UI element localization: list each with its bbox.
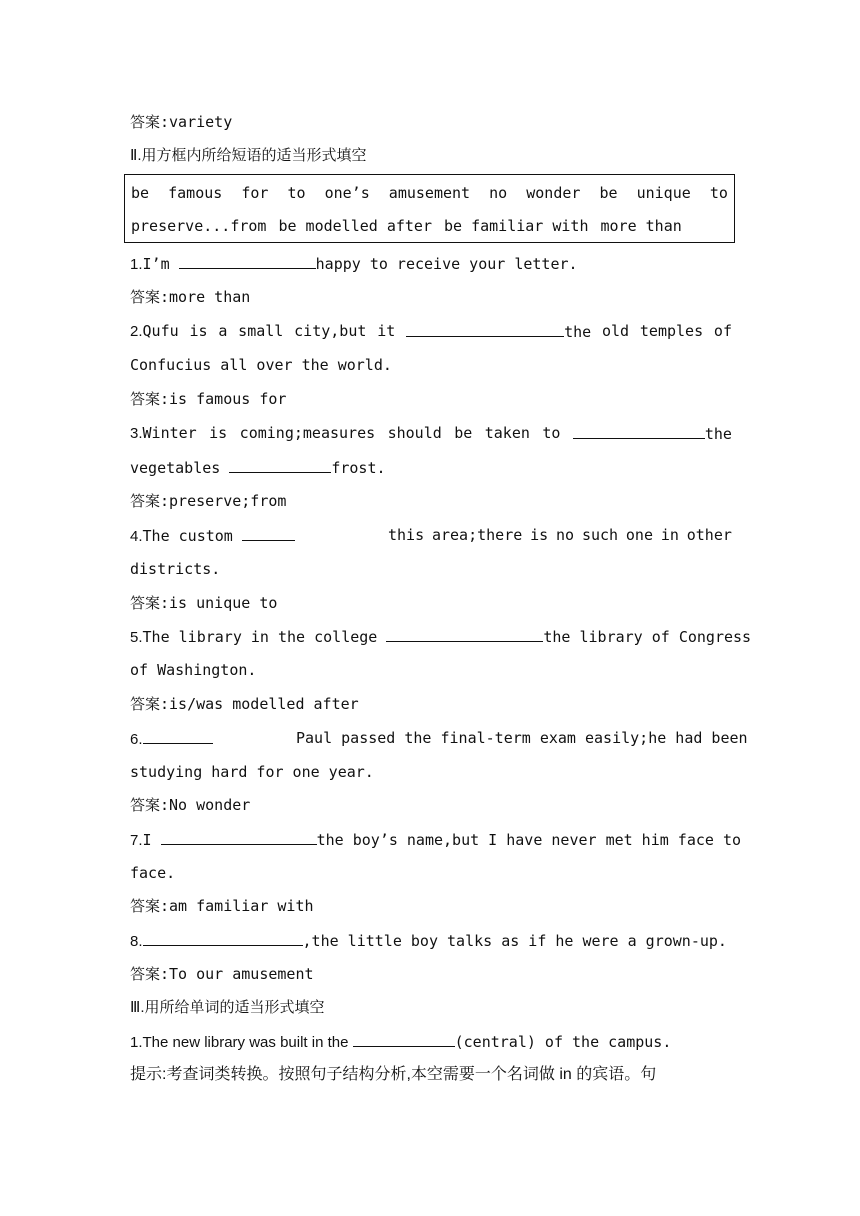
answer-blank[interactable]	[229, 457, 331, 473]
question-number: 8.	[130, 933, 143, 950]
section-2-title: Ⅱ.用方框内所给短语的适当形式填空	[130, 147, 367, 164]
answer-blank[interactable]	[242, 525, 295, 541]
hint-text: 提示:考查词类转换。按照句子结构分析,本空需要一个名词做 in 的宾语。句	[130, 1066, 657, 1083]
question-text: is	[530, 526, 549, 544]
question-1	[130, 253, 732, 275]
box-word: to	[287, 184, 306, 202]
question-text: I’m	[142, 255, 179, 273]
answer-6: 答案:No wonder	[130, 796, 251, 814]
question-text: no	[556, 526, 575, 544]
question-text: old	[601, 322, 630, 340]
question-text: of	[713, 322, 732, 340]
box-phrase: be familiar with	[444, 217, 589, 235]
question-text: coming;measures	[239, 424, 376, 442]
answer-blank[interactable]	[573, 423, 705, 439]
box-word: amusement	[388, 184, 471, 202]
box-word: be	[131, 184, 150, 202]
section-3-question-1	[130, 1031, 732, 1053]
box-phrase: more than	[600, 217, 682, 235]
question-6-line-2: studying hard for one year.	[130, 763, 374, 781]
question-text: to	[542, 424, 561, 442]
question-8	[130, 930, 732, 952]
answer-7: 答案:am familiar with	[130, 897, 314, 915]
question-text: temples	[639, 322, 704, 340]
answer-blank[interactable]	[143, 930, 303, 946]
question-text: vegetables	[130, 459, 230, 477]
question-3	[130, 423, 732, 444]
question-text: in	[660, 526, 679, 544]
box-word: famous	[168, 184, 223, 202]
question-text: other	[686, 526, 732, 544]
question-text: the	[704, 425, 732, 443]
question-text: Qufu	[142, 322, 179, 340]
question-text: such	[581, 526, 619, 544]
question-text: The new library was built in the	[142, 1034, 353, 1051]
question-text: is	[209, 424, 228, 442]
question-text: frost.	[331, 459, 386, 477]
question-text: the	[564, 323, 592, 341]
answer-blank[interactable]	[406, 321, 564, 337]
answer-blank[interactable]	[353, 1031, 455, 1047]
question-text: one	[625, 526, 653, 544]
phrase-box-row-1	[131, 183, 728, 203]
question-text: I	[142, 831, 161, 849]
question-text: the boy’s name,but I have never met him face to	[316, 831, 742, 849]
question-text: be	[454, 424, 473, 442]
answer-blank[interactable]	[179, 253, 316, 269]
question-text: happy to receive your letter.	[315, 255, 578, 273]
box-word: unique	[636, 184, 691, 202]
question-text: this	[388, 526, 425, 544]
question-text: (central) of the campus.	[454, 1033, 672, 1051]
box-word: one’s	[324, 184, 370, 202]
box-word: no	[489, 184, 508, 202]
question-number: 4.	[130, 528, 143, 545]
question-6-tail: Paul passed the final-term exam easily;he had been	[296, 729, 748, 747]
question-number: 7.	[130, 832, 143, 849]
box-word: be	[599, 184, 618, 202]
question-2	[130, 321, 732, 342]
question-text: it	[377, 322, 396, 340]
question-number: 3.	[130, 425, 143, 442]
box-phrase: be modelled after	[278, 217, 432, 235]
question-5-line-2: of Washington.	[130, 661, 257, 679]
question-number: 1.	[130, 1034, 143, 1051]
question-text: is	[189, 322, 208, 340]
phrase-box-row-2	[131, 216, 728, 236]
question-text: small	[238, 322, 284, 340]
question-text: area;there	[431, 526, 523, 544]
question-text: the library of Congress	[543, 628, 752, 646]
box-word: to	[709, 184, 728, 202]
answer-prev: 答案:variety	[130, 113, 233, 131]
box-phrase: preserve...from	[131, 217, 267, 235]
question-4-line-2: districts.	[130, 560, 221, 578]
answer-4: 答案:is unique to	[130, 594, 278, 612]
question-text: a	[218, 322, 228, 340]
question-text: should	[387, 424, 442, 442]
phrase-box	[124, 174, 735, 243]
answer-blank[interactable]	[161, 829, 317, 845]
question-5	[130, 626, 752, 648]
question-7	[130, 829, 742, 851]
question-number: 6.	[130, 731, 143, 748]
question-number: 2.	[130, 323, 143, 340]
box-word: wonder	[526, 184, 581, 202]
answer-2: 答案:is famous for	[130, 390, 287, 408]
question-number: 5.	[130, 629, 143, 646]
question-7-line-2: face.	[130, 864, 176, 882]
question-text: The custom	[142, 527, 242, 545]
question-number: 1.	[130, 256, 143, 273]
question-text: ,the little boy talks as if he were a grown-up.	[302, 932, 727, 950]
answer-1: 答案:more than	[130, 288, 251, 306]
section-3-title: Ⅲ.用所给单词的适当形式填空	[130, 999, 325, 1016]
question-4-tail	[388, 525, 732, 545]
question-text: The library in the college	[142, 628, 387, 646]
answer-5: 答案:is/was modelled after	[130, 695, 359, 713]
question-text: Winter	[142, 424, 197, 442]
box-word: for	[241, 184, 269, 202]
answer-3: 答案:preserve;from	[130, 492, 287, 510]
answer-8: 答案:To our amusement	[130, 965, 314, 983]
question-2-line-2: Confucius all over the world.	[130, 356, 392, 374]
answer-blank[interactable]	[386, 626, 543, 642]
question-3-line-2	[130, 457, 732, 478]
answer-blank[interactable]	[143, 728, 213, 744]
question-text: city,but	[294, 322, 367, 340]
question-text: taken	[484, 424, 530, 442]
